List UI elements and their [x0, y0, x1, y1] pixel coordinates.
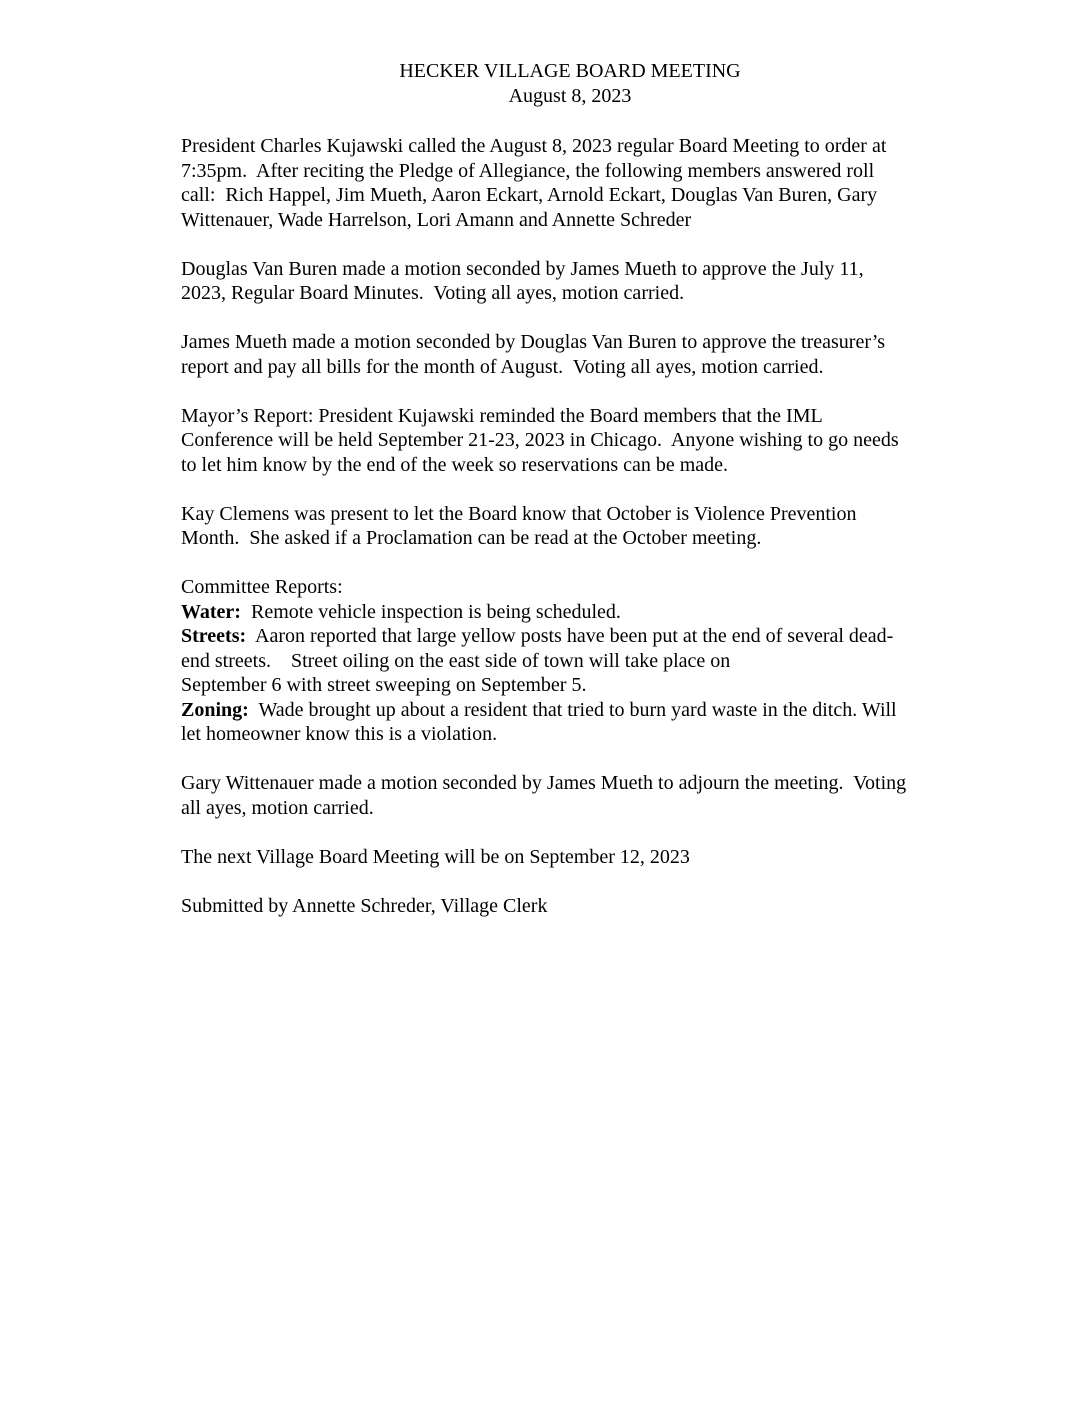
text-line: Gary Wittenauer made a motion seconded by James Mueth to adjourn the meeting. Voting: [181, 772, 907, 794]
document-title: HECKER VILLAGE BOARD MEETING: [399, 60, 741, 82]
committee-reports-section: [181, 575, 971, 747]
mayors-report-paragraph: [181, 404, 971, 478]
text-line: The next Village Board Meeting will be on September 12, 2023: [181, 845, 690, 868]
text-line: let homeowner know this is a violation.: [181, 723, 498, 745]
text-line: Douglas Van Buren made a motion seconded by James Mueth to approve the July 11,: [181, 257, 864, 280]
adjourn-motion-paragraph: [181, 771, 971, 820]
water-text: Remote vehicle inspection is being scheduled.: [240, 600, 621, 623]
streets-text: Aaron reported that large yellow posts have been put at the end of several dead-: [246, 625, 894, 647]
zoning-report: [181, 698, 971, 723]
text-line: report and pay all bills for the month of August. Voting all ayes, motion carried.: [181, 355, 824, 378]
text-line: 2023, Regular Board Minutes. Voting all ayes, motion carried.: [181, 282, 685, 304]
zoning-label: Zoning:: [181, 698, 249, 721]
text-line: to let him know by the end of the week so reservations can be made.: [181, 453, 729, 476]
text-line: President Charles Kujawski called the August 8, 2023 regular Board Meeting to order at: [181, 135, 887, 157]
text-line: Month. She asked if a Proclamation can be read at the October meeting.: [181, 527, 762, 549]
call-to-order-paragraph: [181, 134, 971, 232]
meeting-date: August 8, 2023: [508, 84, 632, 107]
text-line: all ayes, motion carried.: [181, 796, 374, 819]
text-line: James Mueth made a motion seconded by Douglas Van Buren to approve the treasurer’s: [181, 331, 886, 353]
next-meeting-paragraph: [181, 845, 971, 870]
text-line: Conference will be held September 21-23, 2023 in Chicago. Anyone wishing to go needs: [181, 429, 899, 451]
text-line: September 6 with street sweeping on September 5.: [181, 674, 587, 696]
text-line: Wittenauer, Wade Harrelson, Lori Amann and Annette Schreder: [181, 208, 692, 231]
text-line: Kay Clemens was present to let the Board know that October is Violence Prevention: [181, 502, 857, 525]
zoning-text: Wade brought up about a resident that tried to burn yard waste in the ditch. Will: [248, 698, 897, 721]
text-line: Submitted by Annette Schreder, Village Clerk: [181, 894, 548, 917]
streets-report: [181, 624, 971, 649]
submitted-by-paragraph: [181, 894, 971, 919]
water-report: [181, 600, 971, 625]
text-line: 7:35pm. After reciting the Pledge of Allegiance, the following members answered roll: [181, 159, 875, 182]
document-header: [0, 59, 1088, 108]
treasurer-motion-paragraph: [181, 330, 971, 379]
streets-label: Streets:: [181, 625, 247, 647]
text-line: Mayor’s Report: President Kujawski reminded the Board members that the IML: [181, 404, 823, 427]
committee-reports-heading: Committee Reports:: [181, 576, 343, 598]
text-line: call: Rich Happel, Jim Mueth, Aaron Eckart, Arnold Eckart, Douglas Van Buren, Gary: [181, 184, 878, 206]
document-body: [181, 134, 971, 943]
minutes-motion-paragraph: [181, 257, 971, 306]
text-line: end streets. Street oiling on the east side of town will take place on: [181, 649, 731, 672]
violence-prevention-paragraph: [181, 502, 971, 551]
water-label: Water:: [181, 600, 241, 623]
